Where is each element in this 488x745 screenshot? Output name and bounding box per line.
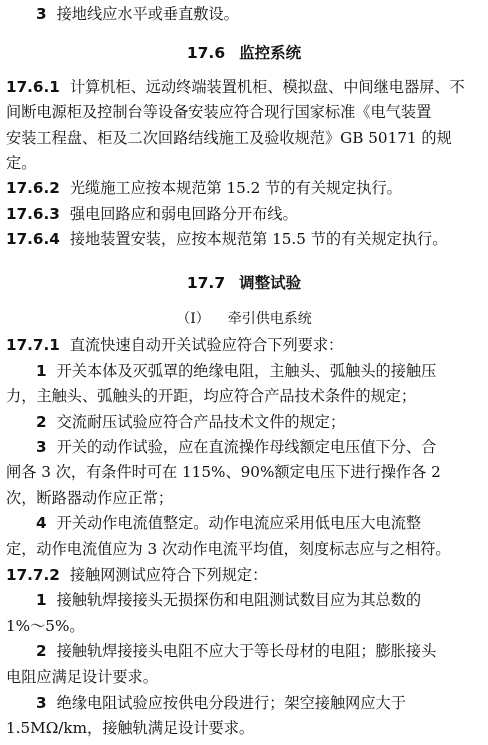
clause-text: 直流快速自动开关试验应符合下列要求： xyxy=(69,336,344,354)
continuation-text: 电阻应满足设计要求。 xyxy=(6,668,158,686)
item-line xyxy=(0,361,488,381)
item-text: 接地线应水平或垂直敷设。 xyxy=(56,5,239,23)
item-number: 1 xyxy=(36,362,47,380)
clause-number: 17.7.2 xyxy=(6,566,60,584)
continuation-text: 1%～5%。 xyxy=(6,617,85,635)
item-number: 2 xyxy=(36,413,47,431)
item-line xyxy=(0,641,488,661)
continuation-text: 定，动作电流值应为 3 次动作电流平均值，刻度标志应与之相符。 xyxy=(6,540,451,558)
item-number: 4 xyxy=(36,514,47,532)
text-line xyxy=(0,128,488,148)
clause-number: 17.6.1 xyxy=(6,78,60,96)
section-number: 17.6 xyxy=(186,44,226,62)
clause-text: 接触网测试应符合下列规定： xyxy=(69,566,268,584)
item-number: 1 xyxy=(36,591,47,609)
clause-number: 17.6.2 xyxy=(6,179,60,197)
clause-line xyxy=(0,77,488,97)
item-line xyxy=(0,590,488,610)
section-title: 调整试验 xyxy=(239,274,302,292)
item-number: 3 xyxy=(36,438,47,456)
subsection-title: 牵引供电系统 xyxy=(227,311,312,327)
item-text: 接触轨焊接接头电阻不应大于等长母材的电阻；膨胀接头 xyxy=(56,642,437,660)
continuation-text: 力，主触头、弧触头的开距，均应符合产品技术条件的规定； xyxy=(6,387,417,405)
item-text: 开关的动作试验，应在直流操作母线额定电压值下分、合 xyxy=(56,438,437,456)
section-heading xyxy=(0,273,488,293)
continuation-text: 间断电源柜及控制台等设备安装应符合现行国家标准《电气装置 xyxy=(6,103,432,121)
text-line xyxy=(0,102,488,122)
clause-number: 17.6.3 xyxy=(6,205,60,223)
text-line xyxy=(0,616,488,636)
clause-line xyxy=(0,204,488,224)
text-line xyxy=(0,462,488,482)
clause-line xyxy=(0,229,488,249)
item-number: 3 xyxy=(36,5,47,23)
clause-text: 强电回路应和弱电回路分开布线。 xyxy=(69,205,298,223)
continuation-text: 定。 xyxy=(6,154,37,172)
item-line xyxy=(0,693,488,713)
item-text: 开关本体及灭弧罩的绝缘电阻，主触头、弧触头的接触压 xyxy=(56,362,437,380)
text-line xyxy=(0,667,488,687)
item-text: 交流耐压试验应符合产品技术文件的规定； xyxy=(56,413,346,431)
clause-text: 光缆施工应按本规范第 15.2 节的有关规定执行。 xyxy=(69,179,402,197)
subsection-heading xyxy=(0,309,488,329)
text-line xyxy=(0,386,488,406)
continuation-text: 次，断路器动作应正常； xyxy=(6,489,174,507)
section-title: 监控系统 xyxy=(239,44,302,62)
item-text: 开关动作电流值整定。动作电流应采用低电压大电流整 xyxy=(56,514,422,532)
text-line xyxy=(0,153,488,173)
item-number: 2 xyxy=(36,642,47,660)
text-line xyxy=(0,488,488,508)
section-number: 17.7 xyxy=(186,274,226,292)
clause-number: 17.7.1 xyxy=(6,336,60,354)
clause-line xyxy=(0,565,488,585)
clause-line xyxy=(0,178,488,198)
text-line xyxy=(0,718,488,738)
clause-line xyxy=(0,335,488,355)
continuation-text: 安装工程盘、柜及二次回路结线施工及验收规范》GB 50171 的规 xyxy=(6,129,452,147)
clause-number: 17.6.4 xyxy=(6,230,60,248)
item-text: 接触轨焊接接头无损探伤和电阻测试数目应为其总数的 xyxy=(56,591,422,609)
section-heading xyxy=(0,43,488,63)
continuation-text: 1.5MΩ/km，接触轨满足设计要求。 xyxy=(6,719,255,737)
clause-text: 计算机柜、远动终端装置机柜、模拟盘、中间继电器屏、不 xyxy=(69,78,465,96)
item-line xyxy=(0,4,488,24)
item-line xyxy=(0,437,488,457)
clause-text: 接地装置安装，应按本规范第 15.5 节的有关规定执行。 xyxy=(69,230,448,248)
text-line xyxy=(0,539,488,559)
subsection-number: （Ⅰ） xyxy=(176,311,210,327)
item-line xyxy=(0,412,488,432)
continuation-text: 闸各 3 次，有条件时可在 115%、90%额定电压下进行操作各 2 xyxy=(6,463,441,481)
item-number: 3 xyxy=(36,694,47,712)
item-line xyxy=(0,513,488,533)
item-text: 绝缘电阻试验应按供电分段进行；架空接触网应大于 xyxy=(56,694,406,712)
